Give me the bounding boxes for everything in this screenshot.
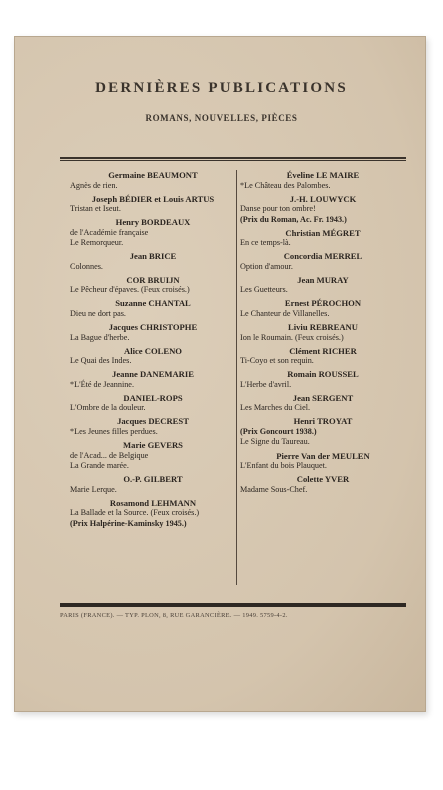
publication-entry — [70, 217, 236, 249]
work-title: La Ballade et la Source. (Feux croisés.) — [70, 508, 200, 518]
publication-entry — [70, 298, 236, 319]
publication-entry — [240, 170, 406, 191]
author-name: Henry BORDEAUX — [115, 217, 191, 228]
author-name: Germaine BEAUMONT — [108, 170, 198, 180]
prize-note: (Prix Halpérine-Kaminsky 1945.) — [70, 518, 187, 528]
author-name: O.-P. GILBERT — [123, 474, 183, 485]
work-title: Option d'amour. — [240, 261, 293, 271]
work-title: La Grande marée. — [70, 461, 129, 471]
work-title: Les Marches du Ciel. — [240, 403, 311, 413]
publication-entry — [240, 369, 406, 390]
work-title: En ce temps-là. — [240, 238, 291, 248]
work-title: *L'Été de Jeannine. — [70, 379, 134, 389]
publication-entry — [240, 416, 406, 448]
author-name: J.-H. LOUWYCK — [289, 193, 357, 204]
author-name: Clément RICHER — [289, 345, 357, 356]
author-name: Rosamond LEHMANN — [109, 497, 197, 508]
author-name: Jeanne DANEMARIE — [112, 369, 194, 380]
author-name: Ernest PÉROCHON — [284, 298, 362, 309]
work-title: Marie Lerque. — [70, 484, 117, 494]
work-title: de l'Acad... de Belgique — [70, 450, 149, 460]
work-title: de l'Académie française — [70, 227, 149, 237]
work-title: Ti-Coyo et son requin. — [240, 356, 314, 366]
work-title: Le Signe du Taureau. — [240, 437, 310, 447]
prize-note: (Prix Goncourt 1938.) — [240, 426, 317, 436]
author-name: Liviu REBREANU — [288, 322, 358, 333]
publication-entry — [70, 416, 236, 437]
work-title: *Le Château des Palombes. — [240, 180, 331, 190]
publication-entry — [70, 194, 236, 215]
author-name: Jean SERGENT — [292, 392, 354, 403]
author-name: Jacques DECREST — [117, 416, 189, 427]
work-title: Madame Sous-Chef. — [240, 484, 308, 494]
work-title: Les Guetteurs. — [240, 285, 288, 295]
author-name: Suzanne CHANTAL — [115, 298, 191, 309]
publication-entry — [240, 298, 406, 319]
publication-entry — [240, 474, 406, 495]
author-name: Joseph BÉDIER et Louis ARTUS — [91, 193, 215, 204]
author-name: DANIEL-ROPS — [123, 392, 183, 403]
publication-entry — [70, 170, 236, 191]
work-title: Tristan et Iseut. — [70, 204, 121, 214]
right-column — [240, 170, 406, 498]
work-title: L'Enfant du bois Plauquet. — [240, 461, 327, 471]
author-name: Henri TROYAT — [293, 416, 353, 427]
author-name: Éveline LE MAIRE — [286, 170, 360, 180]
publication-entry — [240, 346, 406, 367]
author-name: Christian MÉGRET — [285, 227, 361, 238]
author-name: Romain ROUSSEL — [287, 369, 359, 380]
publication-entry — [240, 393, 406, 414]
printer-imprint: PARIS (FRANCE). — TYP. PLON, 8, RUE GARANCIÈRE. — 1949. 5759-4-2. — [60, 612, 288, 619]
work-title: Danse pour ton ombre! — [240, 204, 316, 214]
column-divider — [236, 170, 237, 585]
work-title: Dieu ne dort pas. — [70, 308, 126, 318]
publication-entry — [70, 322, 236, 343]
work-title: Le Quai des Indes. — [70, 356, 132, 366]
left-column — [70, 170, 236, 532]
prize-note: (Prix du Roman, Ac. Fr. 1943.) — [240, 214, 347, 224]
publication-entry — [240, 194, 406, 226]
work-title: L'Herbe d'avril. — [240, 379, 292, 389]
page-title: DERNIÈRES PUBLICATIONS — [95, 80, 348, 96]
publication-entry — [70, 346, 236, 367]
publication-entry — [240, 451, 406, 472]
work-title: L'Ombre de la douleur. — [70, 403, 146, 413]
author-name: Concordia MERREL — [283, 251, 363, 262]
author-name: Jean BRICE — [129, 251, 177, 262]
author-name: Marie GEVERS — [123, 440, 183, 451]
publication-entry — [70, 275, 236, 296]
work-title: La Bague d'herbe. — [70, 332, 130, 342]
publication-entry — [240, 322, 406, 343]
publication-entry — [70, 498, 236, 530]
author-name: Pierre Van der MEULEN — [276, 450, 370, 461]
author-name: Jacques CHRISTOPHE — [108, 322, 198, 333]
footer-rule — [60, 603, 406, 607]
work-title: Le Chanteur de Villanelles. — [240, 308, 330, 318]
publication-entry — [240, 228, 406, 249]
work-title: Colonnes. — [70, 261, 103, 271]
author-name: Jean MURAY — [297, 274, 349, 285]
work-title: Le Remorqueur. — [70, 238, 124, 248]
publication-entry — [240, 251, 406, 272]
header-rule-thin — [60, 160, 406, 161]
publication-entry — [70, 369, 236, 390]
author-name: Colette YVER — [296, 474, 350, 485]
work-title: Ion le Roumain. (Feux croisés.) — [240, 332, 344, 342]
work-title: Le Pêcheur d'épaves. (Feux croisés.) — [70, 285, 190, 295]
publication-entry — [70, 440, 236, 472]
page-subtitle: ROMANS, NOUVELLES, PIÈCES — [145, 113, 298, 123]
header-rule — [60, 157, 406, 159]
work-title: *Les Jeunes filles perdues. — [70, 426, 158, 436]
author-name: Alice COLENO — [123, 345, 182, 356]
publication-entry — [70, 474, 236, 495]
publication-entry — [70, 393, 236, 414]
publication-entry — [240, 275, 406, 296]
author-name: COR BRUIJN — [126, 274, 180, 285]
publication-entry — [70, 251, 236, 272]
work-title: Agnès de rien. — [70, 180, 118, 190]
